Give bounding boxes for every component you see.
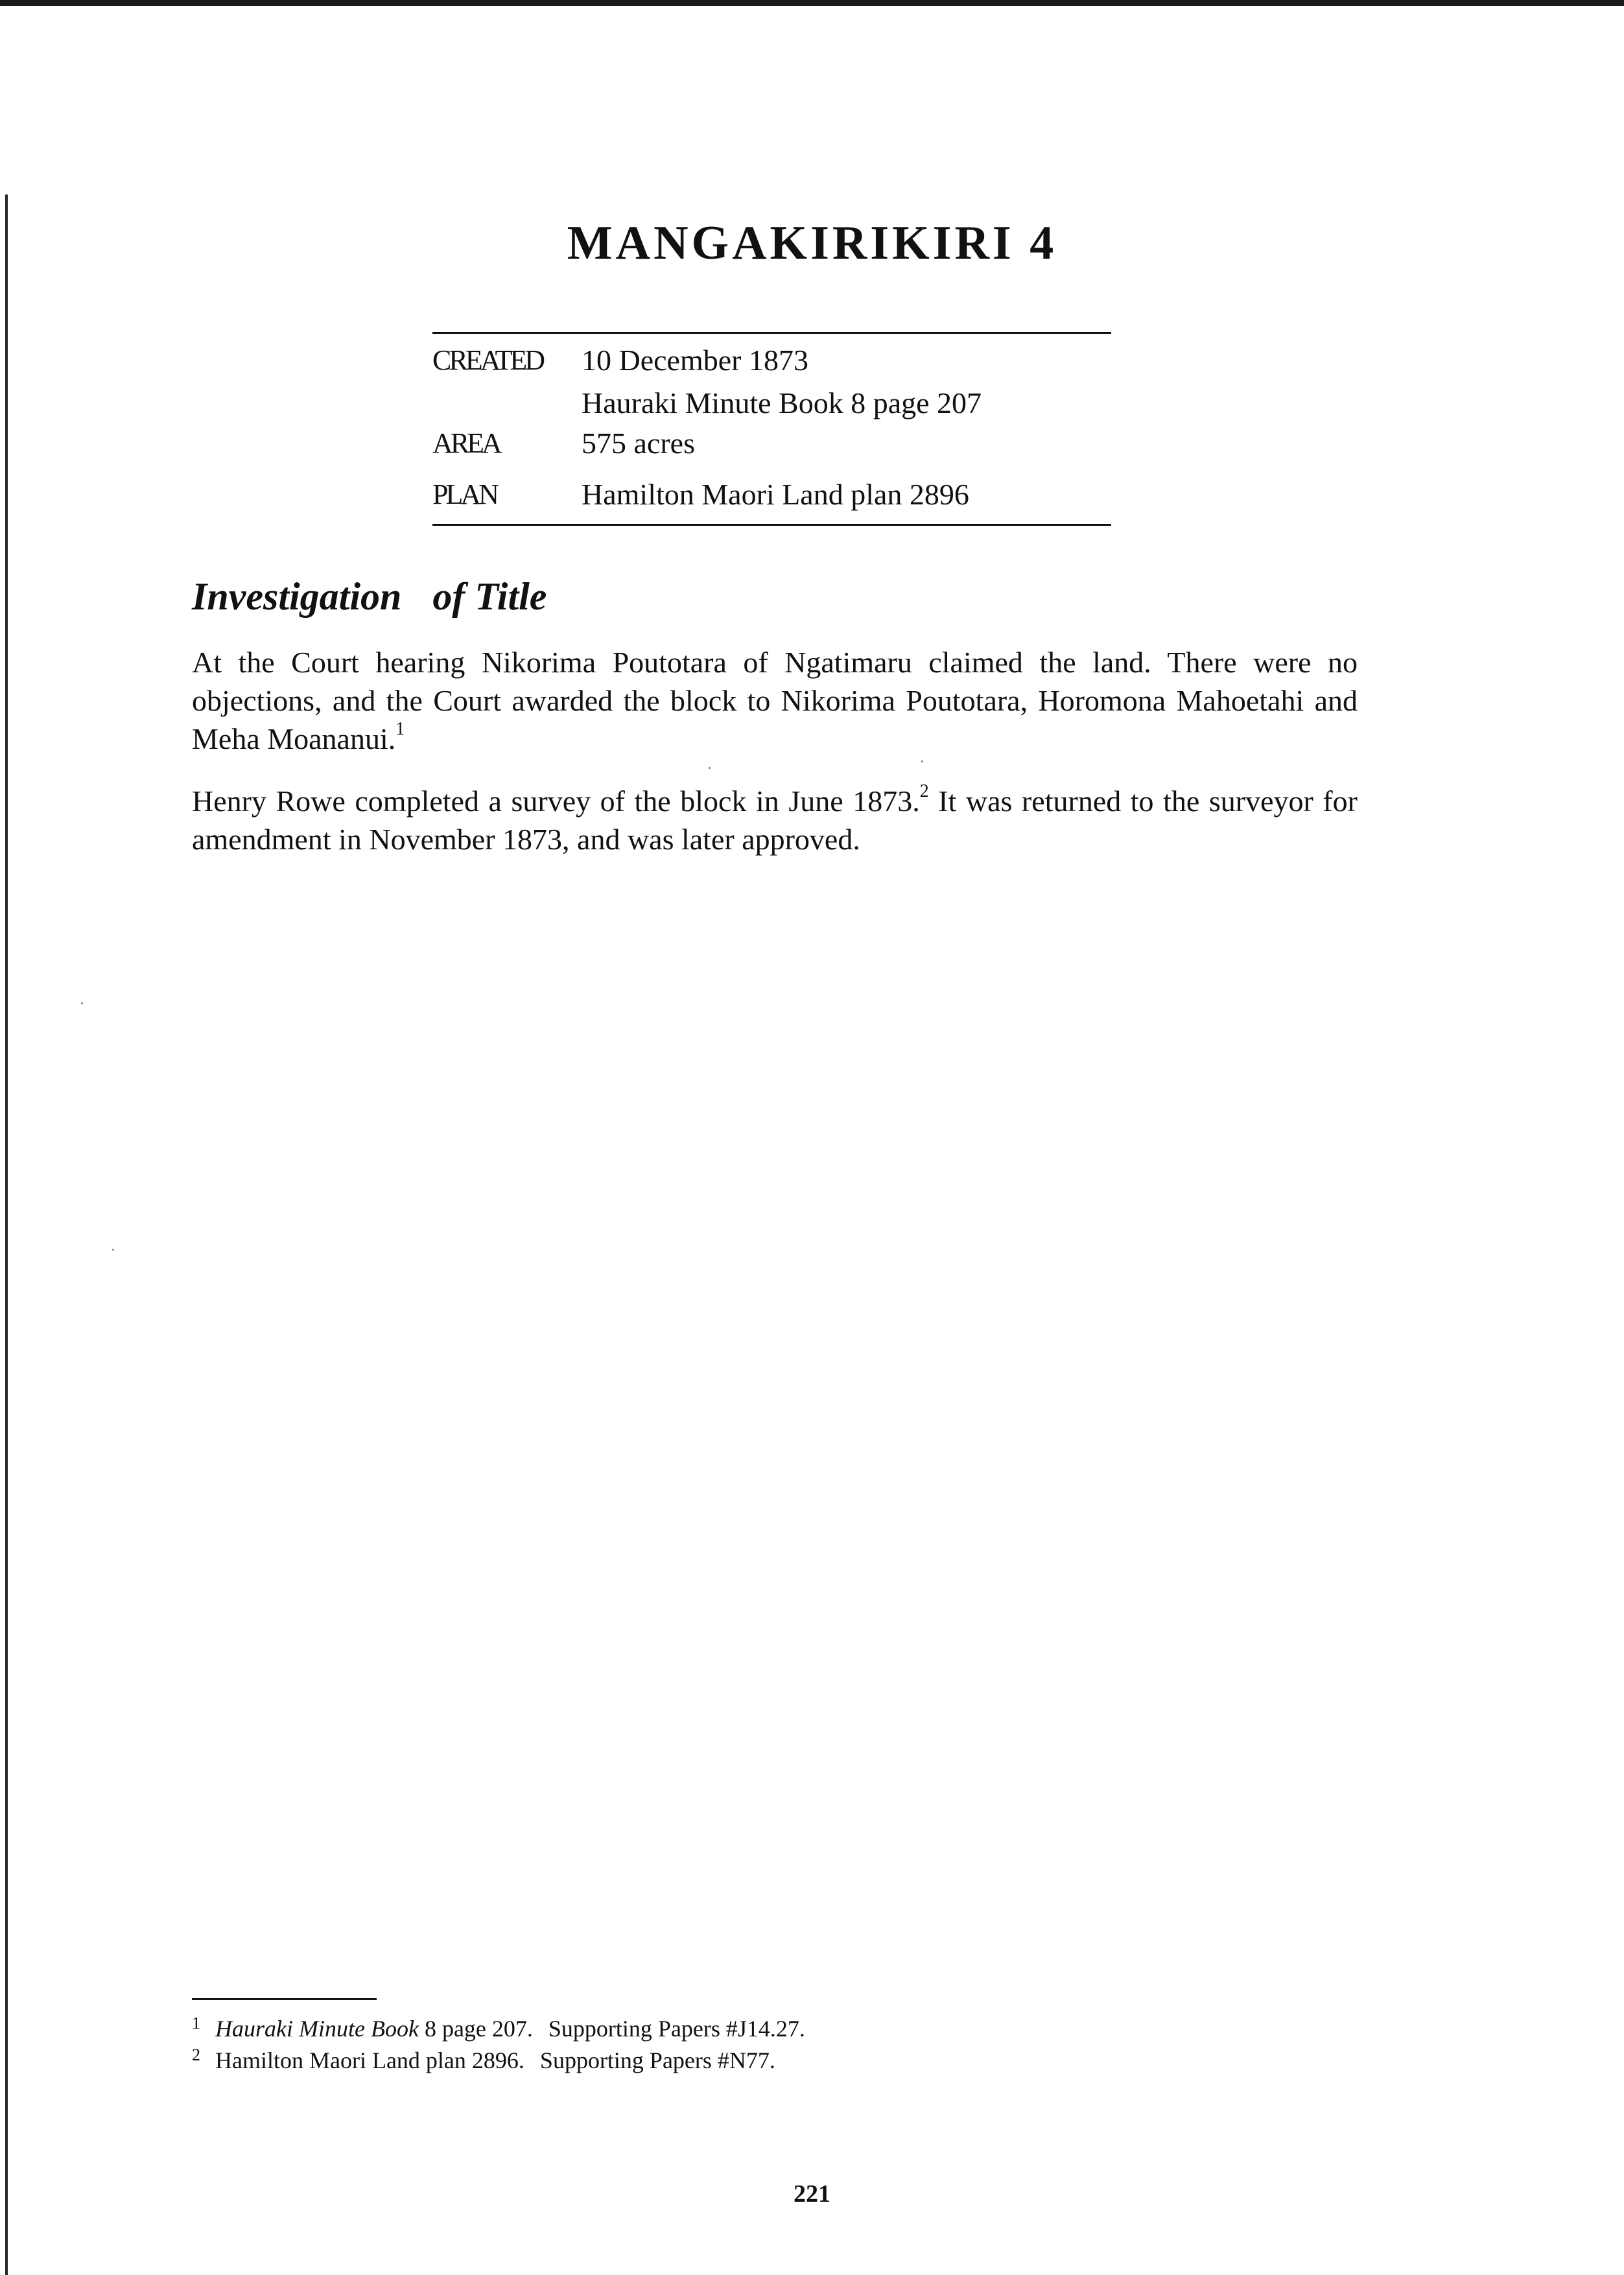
scan-edge-left (5, 194, 8, 2275)
paragraph-survey (192, 782, 1358, 858)
page-number: 221 (794, 2180, 830, 2208)
scan-speck (709, 767, 711, 769)
footnote-ref-2: 2 (919, 781, 929, 801)
created-label: CREATED (432, 344, 543, 376)
footnote-1-supporting: Supporting Papers #J14.27. (548, 2016, 805, 2042)
info-table-bottom-rule (432, 524, 1111, 526)
scan-speck (112, 1249, 114, 1251)
section-heading-part2: of Title (432, 575, 547, 618)
footnote-rule (192, 1998, 377, 2000)
page-title: MANGAKIRIKIRI 4 (567, 217, 1057, 270)
info-row-plan (432, 474, 1111, 515)
footnote-1-source-title: Hauraki Minute Book (215, 2016, 419, 2042)
paragraph-court-hearing (192, 643, 1358, 758)
paragraph-court-hearing-text: At the Court hearing Nikorima Poutotara of Ngatimaru claimed the land. There were no objections, and the Court awarded the block to Nikorima Poutotara, Horomona Mahoetahi and Meha Moananui. (192, 646, 1358, 755)
info-row-created-source (432, 383, 1111, 424)
section-heading (192, 577, 547, 616)
paragraph-survey-text-a: Henry Rowe completed a survey of the block in June 1873. (192, 784, 920, 818)
info-table-top-rule (432, 332, 1111, 334)
area-label: AREA (432, 427, 500, 459)
footnote-1-number: 1 (192, 2014, 200, 2033)
section-heading-part1: Investigation (192, 575, 402, 618)
footnote-2 (192, 2045, 1359, 2075)
plan-label: PLAN (432, 478, 497, 510)
scan-edge-top (0, 0, 1624, 6)
scan-speck (81, 1002, 83, 1004)
paragraph-survey-text-b: It was returned to the surveyor for amendment in November 1873, and was later approved. (192, 784, 1358, 856)
scan-speck (921, 760, 923, 762)
info-row-created (432, 340, 1111, 381)
footnote-1 (192, 2014, 1359, 2044)
area-value: 575 acres (582, 427, 695, 460)
footnote-ref-1: 1 (395, 718, 405, 739)
footnote-2-supporting: Supporting Papers #N77. (539, 2047, 775, 2073)
created-date: 10 December 1873 (582, 344, 808, 377)
info-row-area (432, 423, 1111, 464)
footnote-1-source-page: 8 page 207. (418, 2016, 533, 2042)
footnote-2-text: Hamilton Maori Land plan 2896. (215, 2047, 524, 2073)
plan-value: Hamilton Maori Land plan 2896 (582, 478, 969, 511)
footnote-2-number: 2 (192, 2045, 200, 2064)
created-source: Hauraki Minute Book 8 page 207 (582, 386, 982, 419)
